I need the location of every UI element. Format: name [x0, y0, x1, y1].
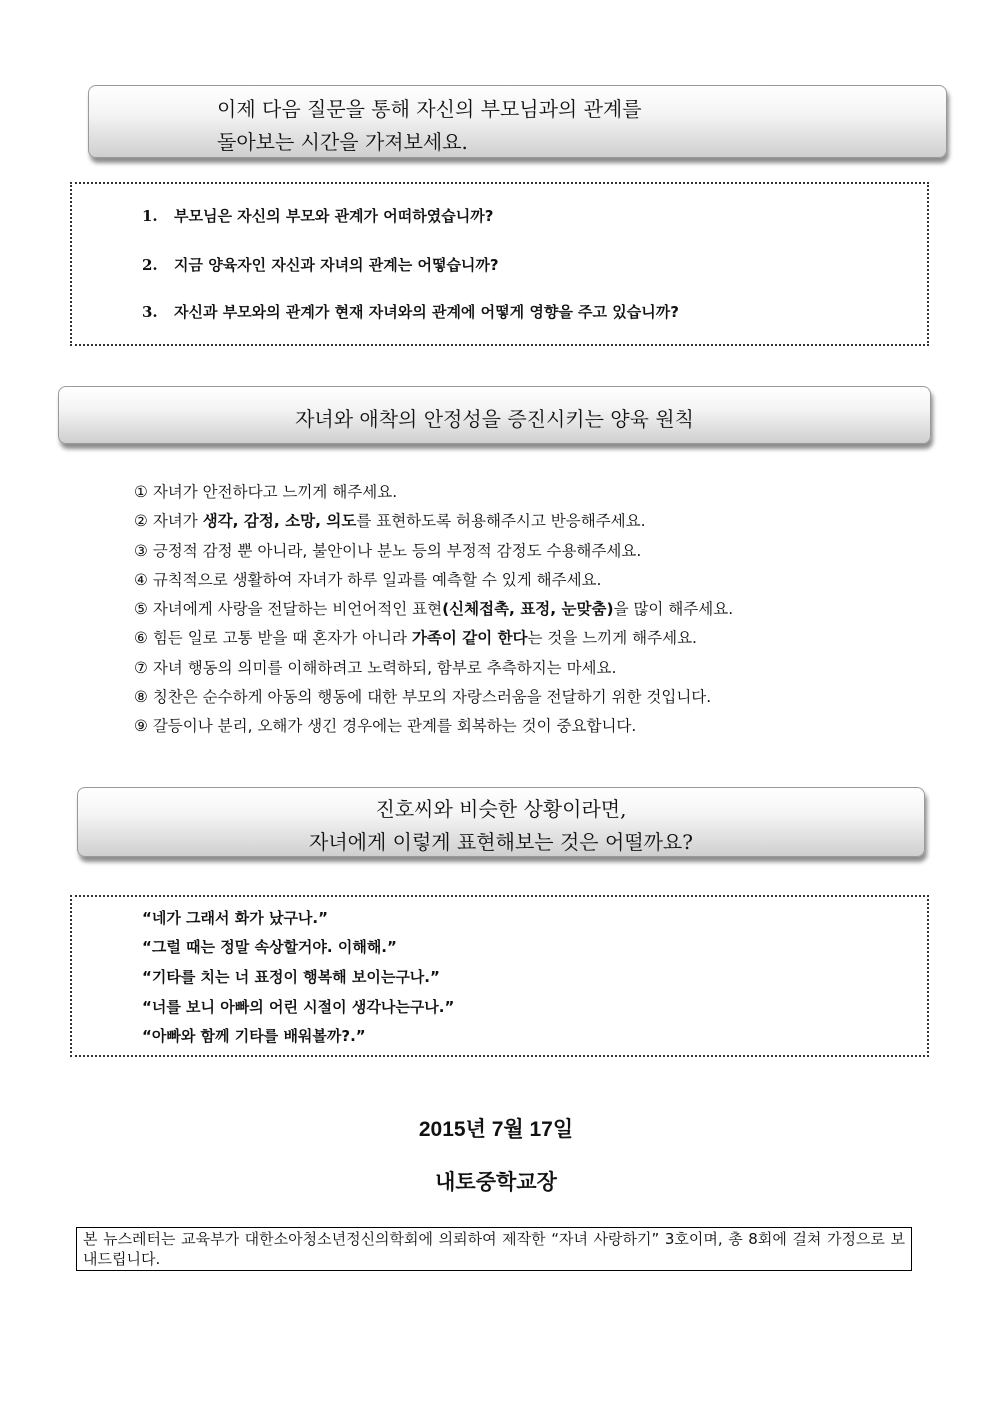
principle-item	[134, 566, 733, 595]
principle-text: 자녀가	[147, 512, 203, 531]
quote-line: “너를 보니 아빠의 어린 시절이 생각나는구나.”	[142, 998, 455, 1016]
principles-banner-title: 자녀와 애착의 안정성을 증진시키는 양육 원칙	[295, 407, 694, 431]
principle-text: 자녀 행동의 의미를 이해하려고 노력하되, 함부로 추측하지는 마세요.	[147, 658, 617, 677]
intro-banner-line-1: 이제 다음 질문을 통해 자신의 부모님과의 관계를	[217, 97, 642, 121]
principle-item	[134, 507, 733, 536]
principle-marker: ⑧	[134, 688, 148, 707]
principle-item	[134, 478, 733, 507]
principle-item	[134, 712, 733, 741]
situation-banner-line-2: 자녀에게 이렇게 표현해보는 것은 어떨까요?	[309, 830, 693, 854]
quote-line: “그럴 때는 정말 속상할거야. 이해해.”	[142, 938, 397, 956]
question-text: 지금 양육자인 자신과 자녀의 관계는 어떻습니까?	[174, 256, 499, 274]
issue-date: 2015년 7월 17일	[418, 1118, 574, 1141]
principle-item	[134, 595, 733, 624]
principle-emphasis: (신체접촉, 표정, 눈맞춤)	[442, 600, 614, 619]
principle-text: 자녀에게 사랑을 전달하는 비언어적인 표현	[147, 600, 443, 619]
question-1	[142, 205, 493, 226]
principle-marker: ③	[134, 541, 148, 560]
principle-marker: ⑦	[134, 658, 148, 677]
situation-banner	[77, 787, 925, 857]
question-3	[142, 301, 679, 322]
principle-text-tail: 는 것을 느끼게 해주세요.	[527, 629, 697, 648]
question-number: 1.	[142, 207, 158, 225]
principle-marker: ⑨	[134, 717, 148, 736]
intro-banner	[88, 85, 947, 158]
question-number: 3.	[142, 303, 158, 321]
question-2	[142, 254, 499, 275]
question-number: 2.	[142, 256, 158, 274]
principle-text-tail: 를 표현하도록 허용해주시고 반응해주세요.	[356, 512, 646, 531]
footer-note: 본 뉴스레터는 교육부가 대한소아청소년정신의학회에 의뢰하여 제작한 “자녀 사랑하기” 3호이며, 총 8회에 걸쳐 가정으로 보내드립니다.	[76, 1227, 912, 1271]
quote-line: “네가 그래서 화가 났구나.”	[142, 909, 328, 927]
quote-line: “아빠와 함께 기타를 배워볼까?.”	[142, 1027, 366, 1045]
principle-item	[134, 624, 733, 653]
principle-item	[134, 654, 733, 683]
principle-text: 자녀가 안전하다고 느끼게 해주세요.	[147, 483, 398, 501]
principles-list	[134, 478, 733, 742]
principle-text: 칭찬은 순수하게 아동의 행동에 대한 부모의 자랑스러움을 전달하기 위한 것입니다.	[147, 688, 712, 707]
principle-text: 갈등이나 분리, 오해가 생긴 경우에는 관계를 회복하는 것이 중요합니다.	[147, 717, 637, 736]
principle-text: 힘든 일로 고통 받을 때 혼자가 아니라	[147, 629, 412, 648]
principle-emphasis: 생각, 감정, 소망, 의도	[202, 512, 357, 531]
principle-marker: ⑥	[134, 629, 148, 648]
principle-marker: ④	[134, 570, 148, 589]
principle-text: 긍정적 감정 뿐 아니라, 불안이나 분노 등의 부정적 감정도 수용해주세요.	[147, 541, 642, 560]
principle-marker: ①	[134, 483, 148, 501]
principle-item	[134, 683, 733, 712]
intro-banner-line-2: 돌아보는 시간을 가져보세요.	[217, 130, 468, 154]
question-text: 부모님은 자신의 부모와 관계가 어떠하였습니까?	[174, 207, 494, 225]
principle-marker: ②	[134, 512, 148, 531]
principle-emphasis: 가족이 같이 한다	[411, 629, 528, 648]
principle-item	[134, 537, 733, 566]
school-signature: 내토중학교장	[435, 1170, 557, 1194]
quote-line: “기타를 치는 너 표정이 행복해 보이는구나.”	[142, 968, 440, 986]
principle-marker: ⑤	[134, 600, 148, 619]
situation-banner-line-1: 진호씨와 비슷한 상황이라면,	[375, 797, 627, 821]
principles-banner	[58, 386, 931, 444]
principle-text-tail: 을 많이 해주세요.	[613, 600, 734, 619]
question-text: 자신과 부모와의 관계가 현재 자녀와의 관계에 어떻게 영향을 주고 있습니까?	[174, 303, 679, 321]
principle-text: 규칙적으로 생활하여 자녀가 하루 일과를 예측할 수 있게 해주세요.	[147, 570, 602, 589]
